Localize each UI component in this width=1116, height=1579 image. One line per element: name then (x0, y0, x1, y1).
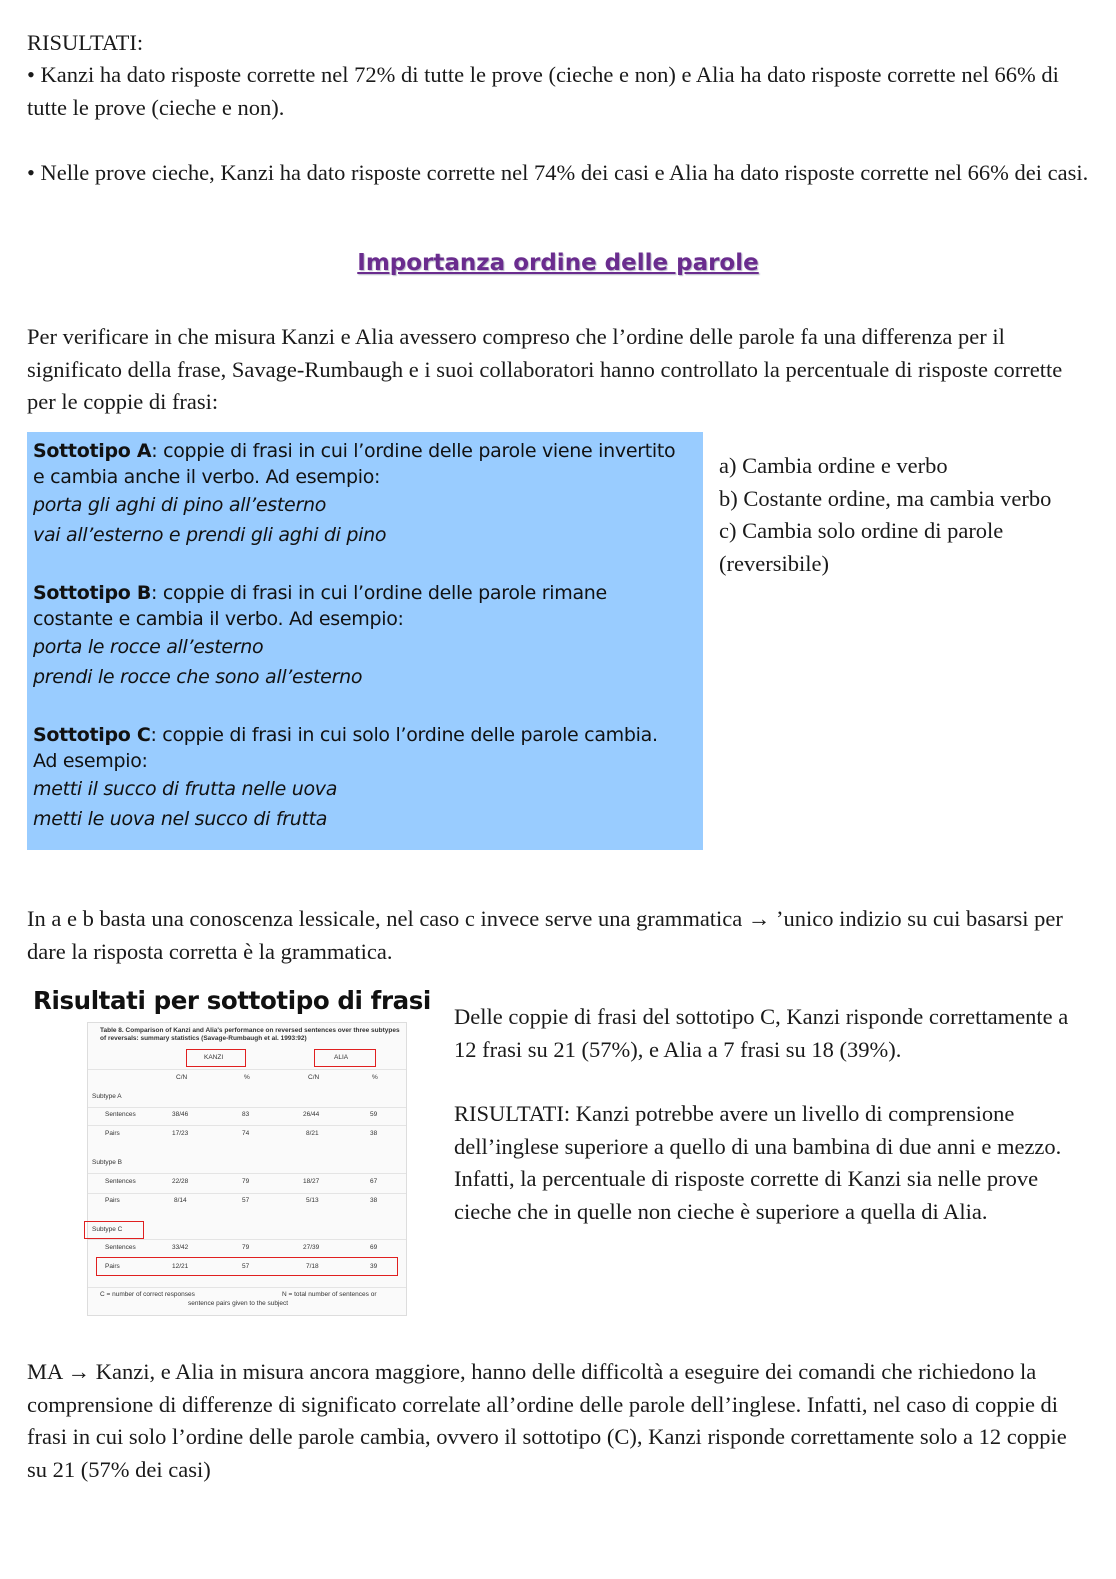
a-sent-kcn: 38/46 (172, 1111, 189, 1118)
c-pairs-kpct: 57 (242, 1263, 250, 1270)
subtype-a-text: : coppie di frasi in cui l’ordine delle parole viene invertito (151, 440, 676, 462)
alia-pct-header: % (372, 1074, 378, 1081)
b-sent-kcn: 22/28 (172, 1178, 189, 1185)
a-pairs-kpct: 74 (242, 1130, 250, 1137)
alia-header: ALIA (334, 1054, 349, 1061)
c-sent-label: Sentences (105, 1244, 136, 1251)
subtype-c-line2: Ad esempio: (33, 750, 148, 772)
b-sent-apct: 67 (370, 1178, 378, 1185)
lexical-grammar-paragraph: In a e b basta una conoscenza lessicale, nel caso c invece serve una grammatica → ’unico indizio su cui basarsi per dare la risposta corretta è la grammatica. (27, 906, 1063, 964)
subtype-a-line1 (33, 438, 703, 464)
results-conclusion: RISULTATI: Kanzi potrebbe avere un livello di comprensione dell’inglese superiore a quello di una bambina di due anni e mezzo. Infatti, la percentuale di risposte corrette di Kanzi sia nelle prove cieche che in quelle non cieche è superiore a quella di Alia. (454, 1101, 1062, 1224)
a-sent-acn: 26/44 (303, 1111, 320, 1118)
subtype-c-text: : coppie di frasi in cui solo l’ordine delle parole cambia. (150, 724, 658, 746)
c-pairs-apct: 39 (370, 1263, 378, 1270)
c-pairs-acn: 7/18 (306, 1263, 319, 1270)
subtype-summary-list (719, 450, 1099, 580)
a-pairs-acn: 8/21 (306, 1130, 319, 1137)
table-caption: Table 8. Comparison of Kanzi and Alia's performance on reversed sentences over three subtypes of reversals: summary statistics (Savage-Rumbaugh et al. 1993:92) (100, 1027, 400, 1042)
subtype-a-example-2: vai all’esterno e prendi gli aghi di pino (33, 524, 387, 546)
subtype-a-line2: e cambia anche il verbo. Ad esempio: (33, 466, 381, 488)
results-bullet-1: • Kanzi ha dato risposte corrette nel 72% di tutte le prove (cieche e non) e Alia ha dato risposte corrette nel 66% di tutte le prove (cieche e non). (27, 62, 1059, 120)
alia-cn-header: C/N (308, 1074, 320, 1081)
a-sent-label: Sentences (105, 1111, 136, 1118)
summary-item-b: b) Costante ordine, ma cambia verbo (719, 485, 1052, 511)
subtype-b-line2: costante e cambia il verbo. Ad esempio: (33, 608, 404, 630)
subtype-a-label: Sottotipo A (33, 440, 152, 462)
kanzi-header: KANZI (204, 1054, 224, 1061)
subtypes-box (27, 432, 703, 850)
subtype-b-label: Sottotipo B (33, 582, 152, 604)
kanzi-pct-header: % (244, 1074, 250, 1081)
summary-item-c: c) Cambia solo ordine di parole (reversibile) (719, 518, 1004, 576)
subtype-b-line1 (33, 580, 703, 606)
b-pairs-label: Pairs (105, 1197, 120, 1204)
c-sent-apct: 69 (370, 1244, 378, 1251)
group-c-name: Subtype C (92, 1226, 123, 1233)
subtype-c-result: Delle coppie di frasi del sottotipo C, Kanzi risponde correttamente a 12 frasi su 21 (57%), e Alia a 7 frasi su 18 (39%). (454, 1004, 1069, 1062)
a-pairs-apct: 38 (370, 1130, 378, 1137)
subtype-c-example-1: metti il succo di frutta nelle uova (33, 778, 338, 800)
results-table-image (87, 1022, 407, 1316)
b-pairs-kcn: 8/14 (174, 1197, 187, 1204)
a-pairs-kcn: 17/23 (172, 1130, 189, 1137)
results-title: RISULTATI: (27, 30, 144, 55)
intro-paragraph: Per verificare in che misura Kanzi e Alia avessero compreso che l’ordine delle parole fa una differenza per il significato della frase, Savage-Rumbaugh e i suoi collaboratori hanno controllato la percentuale di risposte corrette per le coppie di frasi: (27, 324, 1063, 414)
a-sent-apct: 59 (370, 1111, 378, 1118)
subtype-b-example-1: porta le rocce all’esterno (33, 636, 264, 658)
subtype-a-example-1: porta gli aghi di pino all’esterno (33, 494, 327, 516)
group-b-name: Subtype B (92, 1159, 122, 1166)
results-bullet-2: • Nelle prove cieche, Kanzi ha dato risposte corrette nel 74% dei casi e Alia ha dato risposte corrette nel 66% dei casi. (27, 160, 1089, 185)
c-sent-acn: 27/39 (303, 1244, 320, 1251)
subtype-b-text: : coppie di frasi in cui l’ordine delle parole rimane (151, 582, 607, 604)
subtype-c-line1 (33, 722, 703, 748)
section-heading: Importanza ordine delle parole (357, 250, 759, 276)
a-sent-kpct: 83 (242, 1111, 250, 1118)
footnote-n: N = total number of sentences or (282, 1291, 377, 1298)
kanzi-cn-header: C/N (176, 1074, 188, 1081)
a-pairs-label: Pairs (105, 1130, 120, 1137)
b-pairs-apct: 38 (370, 1197, 378, 1204)
b-pairs-acn: 5/13 (306, 1197, 319, 1204)
final-paragraph: MA → Kanzi, e Alia in misura ancora maggiore, hanno delle difficoltà a eseguire dei comandi che richiedono la comprensione di differenze di significato correlate all’ordine delle parole dell’inglese. Infatti, nel caso di coppie di frasi in cui solo l’ordine delle parole cambia, ovvero il sottotipo (C), Kanzi risponde correttamente solo a 12 coppie su 21 (57% dei casi) (27, 1359, 1067, 1482)
b-sent-label: Sentences (105, 1178, 136, 1185)
results-commentary (454, 1001, 1094, 1228)
table-section-title: Risultati per sottotipo di frasi (33, 986, 431, 1015)
subtype-c-label: Sottotipo C (33, 724, 151, 746)
b-pairs-kpct: 57 (242, 1197, 250, 1204)
c-sent-kpct: 79 (242, 1244, 250, 1251)
c-sent-kcn: 33/42 (172, 1244, 189, 1251)
summary-item-a: a) Cambia ordine e verbo (719, 453, 948, 478)
b-sent-kpct: 79 (242, 1178, 250, 1185)
subtype-c-example-2: metti le uova nel succo di frutta (33, 808, 328, 830)
c-pairs-label: Pairs (105, 1263, 120, 1270)
b-sent-acn: 18/27 (303, 1178, 320, 1185)
c-pairs-kcn: 12/21 (172, 1263, 189, 1270)
footnote-tail: sentence pairs given to the subject (188, 1300, 289, 1307)
subtype-b-example-2: prendi le rocce che sono all’esterno (33, 666, 363, 688)
group-a-name: Subtype A (92, 1093, 122, 1100)
footnote-c: C = number of correct responses (100, 1291, 195, 1298)
